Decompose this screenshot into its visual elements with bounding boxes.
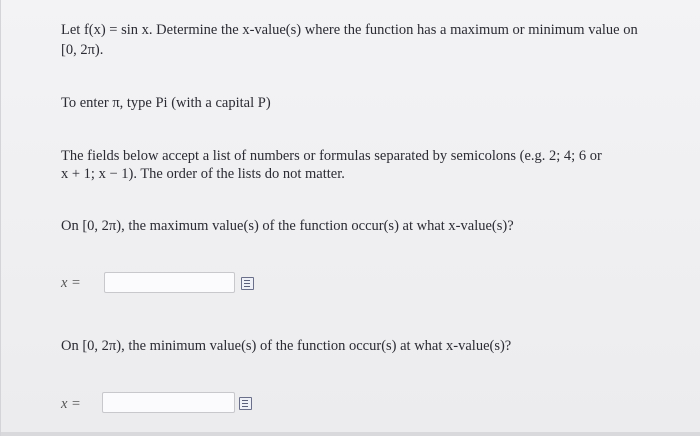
min-answer-input[interactable] [102, 392, 235, 413]
max-answer-input[interactable] [104, 272, 235, 293]
min-answer-label: x = [61, 396, 81, 412]
pi-hint: To enter π, type Pi (with a capital P) [61, 95, 271, 111]
question-line-2: [0, 2π). [61, 42, 104, 58]
max-answer-label: x = [61, 275, 81, 291]
formula-preview-icon[interactable] [239, 397, 252, 410]
fields-note-line-1: The fields below accept a list of numbers or formulas separated by semicolons (e.g. 2; 4; 6 or [61, 148, 602, 164]
panel-bottom-edge [1, 432, 700, 436]
fields-note-line-2: x + 1; x − 1). The order of the lists do not matter. [61, 166, 345, 182]
question-line-1: Let f(x) = sin x. Determine the x-value(s) where the function has a maximum or minimum value on [61, 22, 638, 38]
max-prompt: On [0, 2π), the maximum value(s) of the function occur(s) at what x-value(s)? [61, 218, 514, 234]
formula-preview-icon[interactable] [241, 277, 254, 290]
min-prompt: On [0, 2π), the minimum value(s) of the function occur(s) at what x-value(s)? [61, 338, 512, 354]
